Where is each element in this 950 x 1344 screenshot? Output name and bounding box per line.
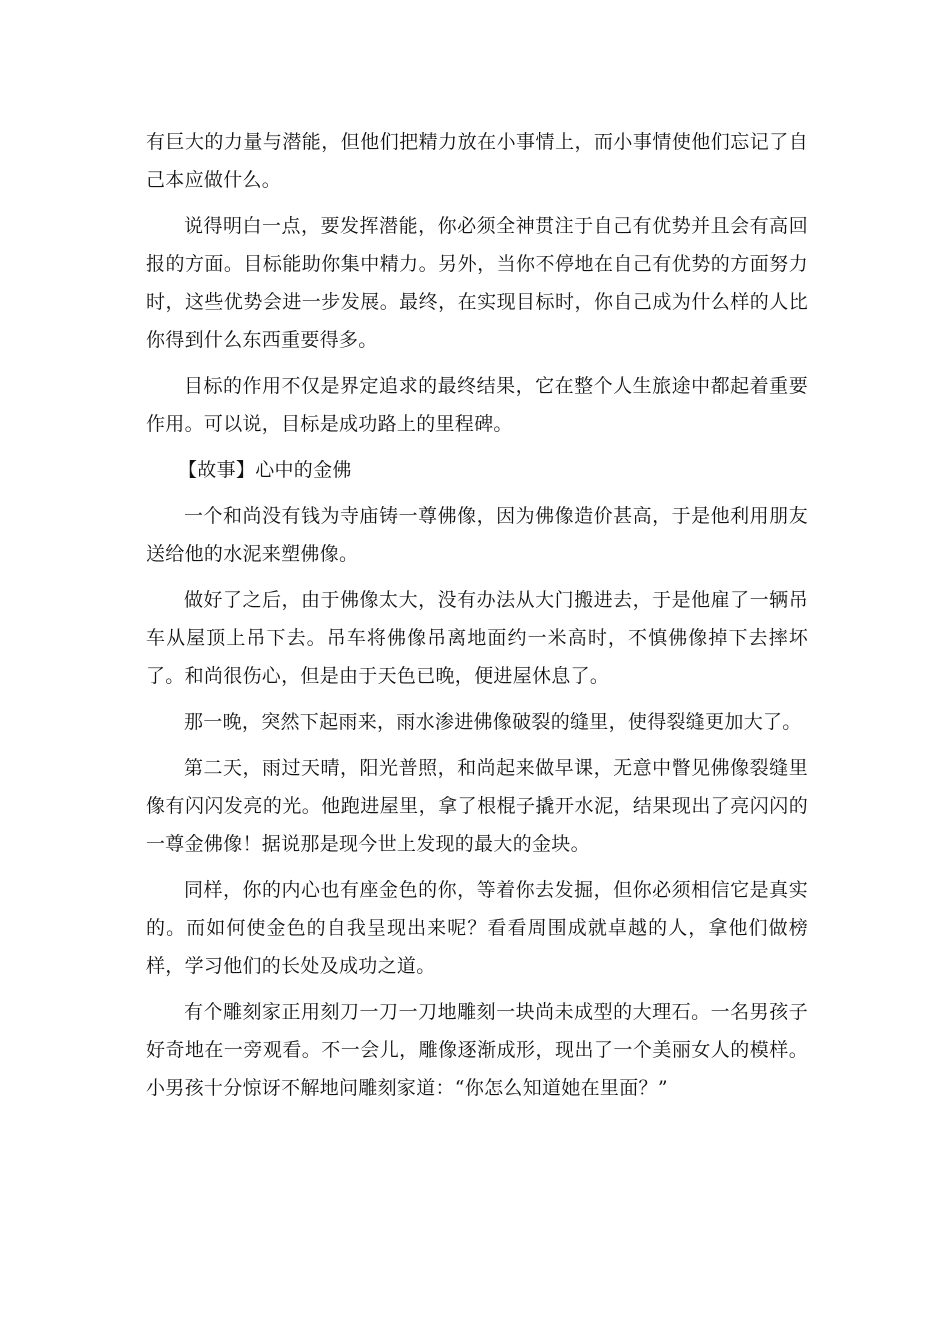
paragraph-inner-gold: 同样，你的内心也有座金色的你，等着你去发掘，但你必须相信它是真实的。而如何使金色的自我呈现出来呢？看看周围成就卓越的人，拿他们做榜样，学习他们的长处及成功之道。 xyxy=(146,879,808,977)
story-heading: 【故事】心中的金佛 xyxy=(178,459,352,481)
paragraph-crane: 做好了之后，由于佛像太大，没有办法从大门搬进去，于是他雇了一辆吊车从屋顶上吊下去。吊车将佛像吊离地面约一米高时，不慎佛像掉下去摔坏了。和尚很伤心，但是由于天色已晚，便进屋休息了。 xyxy=(146,589,808,687)
paragraph-continuation: 有巨大的力量与潜能，但他们把精力放在小事情上，而小事情使他们忘记了自己本应做什么。 xyxy=(146,131,808,191)
paragraph-monk-statue: 一个和尚没有钱为寺庙铸一尊佛像，因为佛像造价甚高，于是他利用朋友送给他的水泥来塑佛像。 xyxy=(146,505,808,565)
paragraph-goal-role: 目标的作用不仅是界定追求的最终结果，它在整个人生旅途中都起着重要作用。可以说，目标是成功路上的里程碑。 xyxy=(146,375,808,435)
document-body xyxy=(146,123,808,1115)
paragraph-sculptor: 有个雕刻家正用刻刀一刀一刀地雕刻一块尚未成型的大理石。一名男孩子好奇地在一旁观看。不一会儿，雕像逐渐成形，现出了一个美丽女人的模样。小男孩十分惊讶不解地问雕刻家道：“你怎么知道她在里面？” xyxy=(146,1001,808,1099)
paragraph-rain-night: 那一晚，突然下起雨来，雨水渗进佛像破裂的缝里，使得裂缝更加大了。 xyxy=(184,711,802,733)
paragraph-golden-buddha: 第二天，雨过天晴，阳光普照，和尚起来做早课，无意中瞥见佛像裂缝里像有闪闪发亮的光。他跑进屋里，拿了根棍子撬开水泥，结果现出了亮闪闪的一尊金佛像！据说那是现今世上发现的最大的金块。 xyxy=(146,757,808,855)
paragraph-focus-potential: 说得明白一点，要发挥潜能，你必须全神贯注于自己有优势并且会有高回报的方面。目标能助你集中精力。另外，当你不停地在自己有优势的方面努力时，这些优势会进一步发展。最终，在实现目标时，你自己成为什么样的人比你得到什么东西重要得多。 xyxy=(146,215,808,351)
